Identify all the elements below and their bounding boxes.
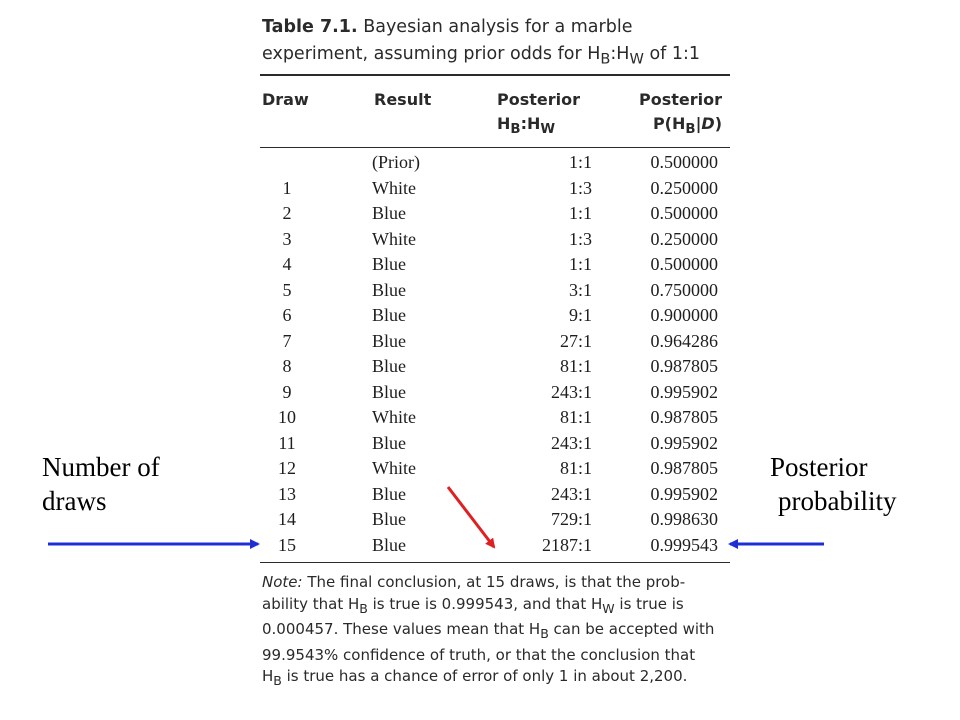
- cell-result: Blue: [372, 279, 406, 300]
- cell-odds: 81:1: [559, 458, 592, 478]
- cell-draw: 11: [278, 432, 296, 453]
- cell-draw: 13: [278, 483, 296, 504]
- cell-draw: 10: [278, 407, 296, 427]
- note-sub-w: W: [602, 600, 615, 616]
- red-arrow: [448, 487, 494, 547]
- cell-prob: 0.987805: [650, 407, 718, 427]
- cell-draw: 9: [282, 381, 292, 402]
- cell-result: Blue: [372, 509, 406, 529]
- header-odds-sub-w: W: [540, 122, 556, 138]
- cell-prob: 0.987805: [650, 458, 718, 478]
- header-odds-colon: :H: [520, 114, 541, 133]
- cell-prob: 0.995902: [650, 432, 718, 453]
- right-annotation-line1: Posterior: [770, 452, 868, 482]
- cell-result: Blue: [372, 381, 406, 402]
- cell-odds: 243:1: [550, 432, 592, 453]
- header-odds-h: H: [497, 114, 511, 133]
- cell-prob: 0.999543: [650, 534, 718, 555]
- cell-result: White: [372, 177, 416, 198]
- cell-draw: 3: [282, 228, 292, 249]
- cell-prob: 0.750000: [650, 279, 718, 300]
- header-result: Result: [374, 90, 432, 109]
- note-text-3a: 0.000457. These values mean that H: [262, 620, 541, 638]
- cell-draw: 1: [282, 177, 292, 198]
- cell-draw: 14: [278, 509, 296, 529]
- cell-draw: 8: [282, 356, 292, 376]
- caption-end: of 1:1: [643, 44, 701, 64]
- cell-draw: 15: [278, 534, 296, 555]
- note-text-5b: is true has a chance of error of only 1 in about 2,200.: [281, 667, 688, 685]
- cell-draw: 6: [282, 305, 292, 325]
- header-prob-p: P(H: [652, 114, 686, 133]
- caption-sub-b: B: [600, 50, 611, 68]
- cell-prob: 0.500000: [650, 254, 718, 274]
- note-text-2a: ability that H: [262, 594, 360, 613]
- cell-odds: 1:3: [568, 177, 592, 198]
- cell-draw: 4: [282, 254, 292, 274]
- cell-odds: 243:1: [550, 381, 592, 402]
- cell-odds: 1:1: [568, 203, 592, 223]
- cell-result: Blue: [372, 356, 406, 376]
- cell-odds: 9:1: [568, 305, 592, 325]
- cell-odds: 1:1: [568, 254, 592, 274]
- cell-odds: 1:1: [568, 152, 592, 172]
- cell-prob: 0.998630: [650, 509, 718, 529]
- note-sub-b-2: B: [540, 626, 549, 641]
- cell-prob: 0.250000: [650, 228, 718, 249]
- note-text-2b: is true is 0.999543, and that H: [367, 594, 603, 613]
- cell-result: Blue: [372, 305, 406, 325]
- cell-result: (Prior): [372, 152, 420, 172]
- note-text-3b: can be accepted with: [548, 620, 715, 638]
- caption-colon: :H: [610, 44, 630, 64]
- cell-odds: 243:1: [550, 483, 592, 504]
- caption-text: Bayesian analysis for a marble: [363, 17, 633, 37]
- cell-draw: 2: [282, 203, 292, 223]
- cell-draw: 5: [282, 279, 292, 300]
- note-text-5a: H: [262, 667, 274, 685]
- cell-prob: 0.987805: [650, 356, 718, 376]
- note-sub-b: B: [359, 600, 368, 616]
- header-prob-bar: |: [695, 114, 702, 133]
- caption-text-2: experiment, assuming prior odds for H: [262, 44, 601, 64]
- right-annotation-line2: probability: [778, 486, 897, 516]
- cell-prob: 0.250000: [650, 177, 718, 198]
- cell-draw: 12: [278, 458, 296, 478]
- cell-odds: 729:1: [550, 509, 592, 529]
- cell-prob: 0.500000: [650, 203, 718, 223]
- left-annotation-line1: Number of: [42, 452, 160, 482]
- header-prob-sub-b: B: [685, 122, 696, 138]
- cell-result: White: [372, 458, 416, 478]
- cell-result: White: [372, 407, 416, 427]
- cell-prob: 0.995902: [650, 381, 718, 402]
- header-draw: Draw: [262, 90, 309, 109]
- note-label: Note:: [262, 573, 303, 591]
- header-prob-d: D: [701, 114, 715, 133]
- cell-prob: 0.995902: [650, 483, 718, 504]
- cell-draw: 7: [282, 330, 292, 351]
- left-annotation-line2: draws: [42, 486, 107, 516]
- cell-odds: 81:1: [559, 356, 592, 376]
- cell-odds: 27:1: [559, 330, 592, 351]
- cell-prob: 0.900000: [650, 305, 718, 325]
- note-line-4: 99.9543% confidence of truth, or that the conclusion that: [262, 645, 696, 664]
- header-odds-sub-b: B: [510, 122, 521, 138]
- cell-result: Blue: [372, 534, 406, 555]
- table-number: Table 7.1.: [262, 17, 358, 37]
- header-prob-line1: Posterior: [639, 90, 722, 109]
- cell-prob: 0.500000: [650, 152, 718, 172]
- cell-result: White: [372, 228, 416, 249]
- cell-result: Blue: [372, 203, 406, 223]
- cell-odds: 81:1: [559, 407, 592, 427]
- caption-sub-w: W: [629, 50, 644, 68]
- note-text-2c: is true is: [614, 594, 684, 613]
- cell-result: Blue: [372, 483, 406, 504]
- note-text-1: The final conclusion, at 15 draws, is that the prob-: [302, 573, 686, 591]
- cell-result: Blue: [372, 330, 406, 351]
- header-odds-line1: Posterior: [497, 90, 580, 109]
- cell-result: Blue: [372, 254, 406, 274]
- cell-result: Blue: [372, 432, 406, 453]
- cell-odds: 3:1: [568, 279, 592, 300]
- cell-odds: 2187:1: [541, 534, 592, 555]
- cell-prob: 0.964286: [650, 330, 718, 351]
- cell-odds: 1:3: [568, 228, 592, 249]
- header-prob-close: ): [714, 114, 722, 133]
- note-sub-b-3: B: [273, 673, 282, 688]
